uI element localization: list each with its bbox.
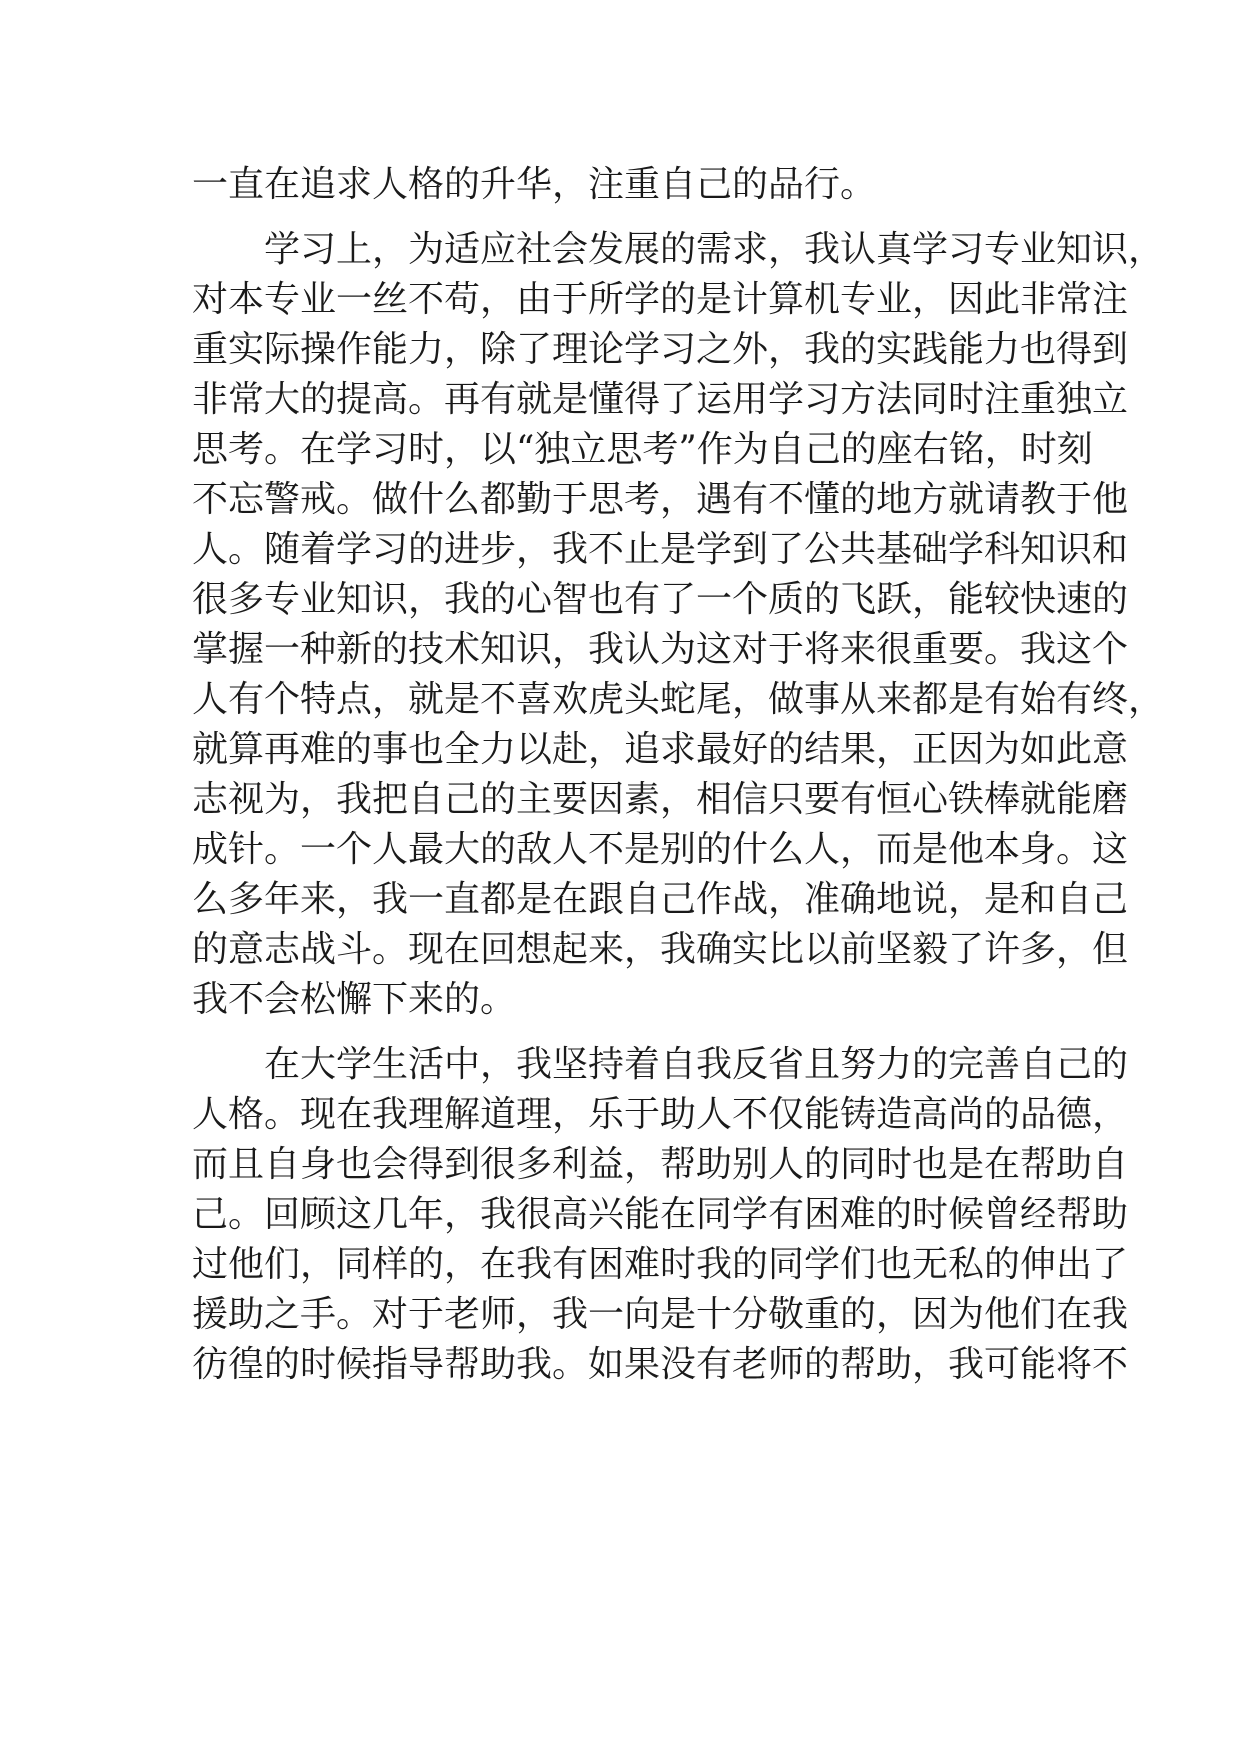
text-line: 么多年来，我一直都是在跟自己作战，准确地说，是和自己 — [192, 879, 1129, 920]
text-line: 不忘警戒。做什么都勤于思考，遇有不懂的地方就请教于他 — [192, 479, 1129, 520]
text-line: 我不会松懈下来的。 — [192, 979, 517, 1020]
text-line: 过他们，同样的，在我有困难时我的同学们也无私的伸出了 — [192, 1244, 1129, 1285]
text-line: 重实际操作能力，除了理论学习之外，我的实践能力也得到 — [192, 329, 1129, 370]
text-line: 援助之手。对于老师，我一向是十分敬重的，因为他们在我 — [192, 1294, 1129, 1335]
text-line: 人有个特点，就是不喜欢虎头蛇尾，做事从来都是有始有终， — [192, 679, 1165, 720]
text-line: 成针。一个人最大的敌人不是别的什么人，而是他本身。这 — [192, 829, 1129, 870]
paragraph-gap — [192, 1025, 1052, 1040]
text-line: 一直在追求人格的升华，注重自己的品行。 — [192, 164, 877, 205]
paragraph-gap — [192, 210, 1052, 225]
text-line: 在大学生活中，我坚持着自我反省且努力的完善自己的 — [264, 1044, 1129, 1085]
text-line: 对本专业一丝不苟，由于所学的是计算机专业，因此非常注 — [192, 279, 1129, 320]
text-line: 人格。现在我理解道理，乐于助人不仅能铸造高尚的品德， — [192, 1094, 1129, 1135]
paragraph — [192, 1040, 1129, 1390]
text-line: 掌握一种新的技术知识，我认为这对于将来很重要。我这个 — [192, 629, 1129, 670]
text-line: 思考。在学习时，以“独立思考”作为自己的座右铭，时刻 — [192, 429, 1093, 470]
paragraph — [192, 225, 1165, 1025]
text-line: 非常大的提高。再有就是懂得了运用学习方法同时注重独立 — [192, 379, 1129, 420]
text-line: 很多专业知识，我的心智也有了一个质的飞跃，能较快速的 — [192, 579, 1129, 620]
text-line: 志视为，我把自己的主要因素，相信只要有恒心铁棒就能磨 — [192, 779, 1129, 820]
paragraph — [192, 160, 1052, 210]
body-text — [192, 160, 1165, 1390]
text-line: 人。随着学习的进步，我不止是学到了公共基础学科知识和 — [192, 529, 1129, 570]
text-line: 彷徨的时候指导帮助我。如果没有老师的帮助，我可能将不 — [192, 1344, 1129, 1385]
text-line: 的意志战斗。现在回想起来，我确实比以前坚毅了许多，但 — [192, 929, 1129, 970]
text-line: 就算再难的事也全力以赴，追求最好的结果，正因为如此意 — [192, 729, 1129, 770]
text-line: 己。回顾这几年，我很高兴能在同学有困难的时候曾经帮助 — [192, 1194, 1129, 1235]
text-line: 学习上，为适应社会发展的需求，我认真学习专业知识， — [264, 229, 1165, 270]
text-line: 而且自身也会得到很多利益，帮助别人的同时也是在帮助自 — [192, 1144, 1129, 1185]
